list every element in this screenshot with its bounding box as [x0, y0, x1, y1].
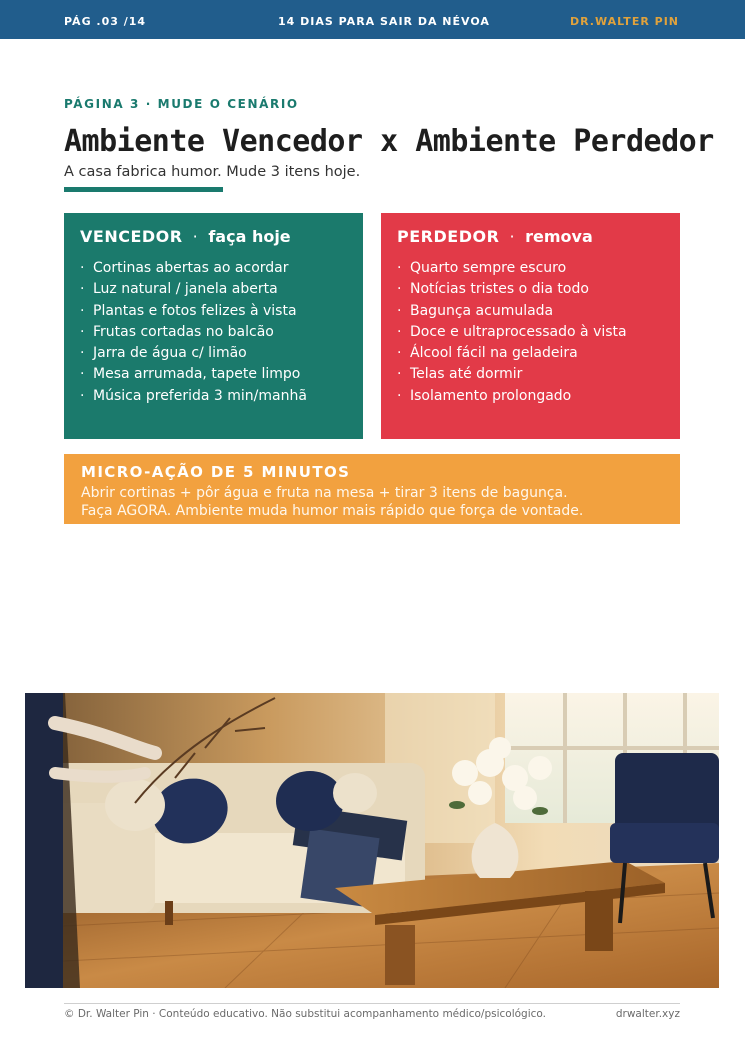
bullet-icon: ·: [80, 366, 85, 383]
page-subtitle: A casa fabrica humor. Mude 3 itens hoje.: [64, 164, 361, 180]
list-item-text: Música preferida 3 min/manhã: [93, 387, 307, 404]
list-item: [397, 343, 664, 364]
bullet-icon: ·: [80, 302, 85, 319]
bullet-icon: ·: [397, 366, 402, 383]
list-item: [80, 364, 347, 385]
list-item-text: Bagunça acumulada: [410, 302, 554, 319]
loser-card-heading: [397, 227, 664, 246]
list-item: [397, 322, 664, 343]
bullet-icon: ·: [397, 323, 402, 340]
list-item-text: Cortinas abertas ao acordar: [93, 260, 289, 276]
loser-tag: remova: [525, 227, 593, 246]
winner-card-heading: [80, 227, 347, 246]
living-room-illustration: [25, 693, 719, 988]
title-underline: [64, 187, 223, 192]
list-item-text: Quarto sempre escuro: [410, 260, 567, 276]
list-item: [397, 258, 664, 279]
winner-list: [80, 258, 347, 407]
list-item: [397, 364, 664, 385]
list-item-text: Álcool fácil na geladeira: [410, 345, 578, 362]
living-room-photo: [25, 693, 719, 988]
winner-card: [64, 213, 363, 439]
list-item-text: Isolamento prolongado: [410, 387, 572, 404]
micro-action-box: [64, 454, 680, 524]
series-title: 14 DIAS PARA SAIR DA NÉVOA: [278, 15, 490, 28]
list-item: [80, 301, 347, 322]
list-item: [80, 386, 347, 407]
list-item-text: Jarra de água c/ limão: [93, 345, 247, 362]
list-item-text: Plantas e fotos felizes à vista: [93, 302, 297, 319]
micro-action-line-2: Faça AGORA. Ambiente muda humor mais rápido que força de vontade.: [81, 503, 584, 519]
list-item-text: Doce e ultraprocessado à vista: [410, 323, 627, 340]
bullet-icon: ·: [80, 345, 85, 362]
loser-title: PERDEDOR: [397, 227, 500, 246]
micro-action-line-1: Abrir cortinas + pôr água e fruta na mesa + tirar 3 itens de bagunça.: [81, 485, 568, 501]
list-item: [80, 279, 347, 300]
list-item: [397, 301, 664, 322]
winner-tag: faça hoje: [208, 227, 291, 246]
list-item: [397, 279, 664, 300]
footer-website: drwalter.xyz: [615, 1008, 680, 1020]
section-eyebrow: PÁGINA 3 · MUDE O CENÁRIO: [64, 97, 299, 111]
bullet-icon: ·: [80, 281, 85, 298]
list-item-text: Telas até dormir: [410, 366, 523, 383]
list-item: [397, 386, 664, 407]
loser-list: [397, 258, 664, 407]
header-bar: [0, 0, 745, 39]
page-number: PÁG .03 /14: [64, 15, 147, 28]
author-name: DR.WALTER PIN: [569, 15, 679, 28]
bullet-icon: ·: [397, 260, 402, 276]
list-item-text: Mesa arrumada, tapete limpo: [93, 366, 301, 383]
bullet-icon: ·: [80, 323, 85, 340]
loser-card: [381, 213, 680, 439]
bullet-icon: ·: [397, 281, 402, 298]
bullet-icon: ·: [397, 345, 402, 362]
winner-title: VENCEDOR: [80, 227, 183, 246]
micro-action-title: MICRO-AÇÃO DE 5 MINUTOS: [81, 463, 351, 481]
bullet-icon: ·: [397, 302, 402, 319]
page-title: Ambiente Vencedor x Ambiente Perdedor: [64, 124, 714, 159]
loser-separator: ·: [509, 227, 516, 246]
bullet-icon: ·: [80, 260, 85, 276]
winner-separator: ·: [192, 227, 199, 246]
bullet-icon: ·: [397, 387, 402, 404]
list-item: [80, 322, 347, 343]
bullet-icon: ·: [80, 387, 85, 404]
footer-divider: [64, 1003, 680, 1004]
list-item-text: Frutas cortadas no balcão: [93, 323, 274, 340]
list-item-text: Notícias tristes o dia todo: [410, 281, 589, 298]
list-item-text: Luz natural / janela aberta: [93, 281, 278, 298]
list-item: [80, 343, 347, 364]
list-item: [80, 258, 347, 279]
footer-disclaimer: © Dr. Walter Pin · Conteúdo educativo. Não substitui acompanhamento médico/psicológico.: [64, 1008, 546, 1020]
